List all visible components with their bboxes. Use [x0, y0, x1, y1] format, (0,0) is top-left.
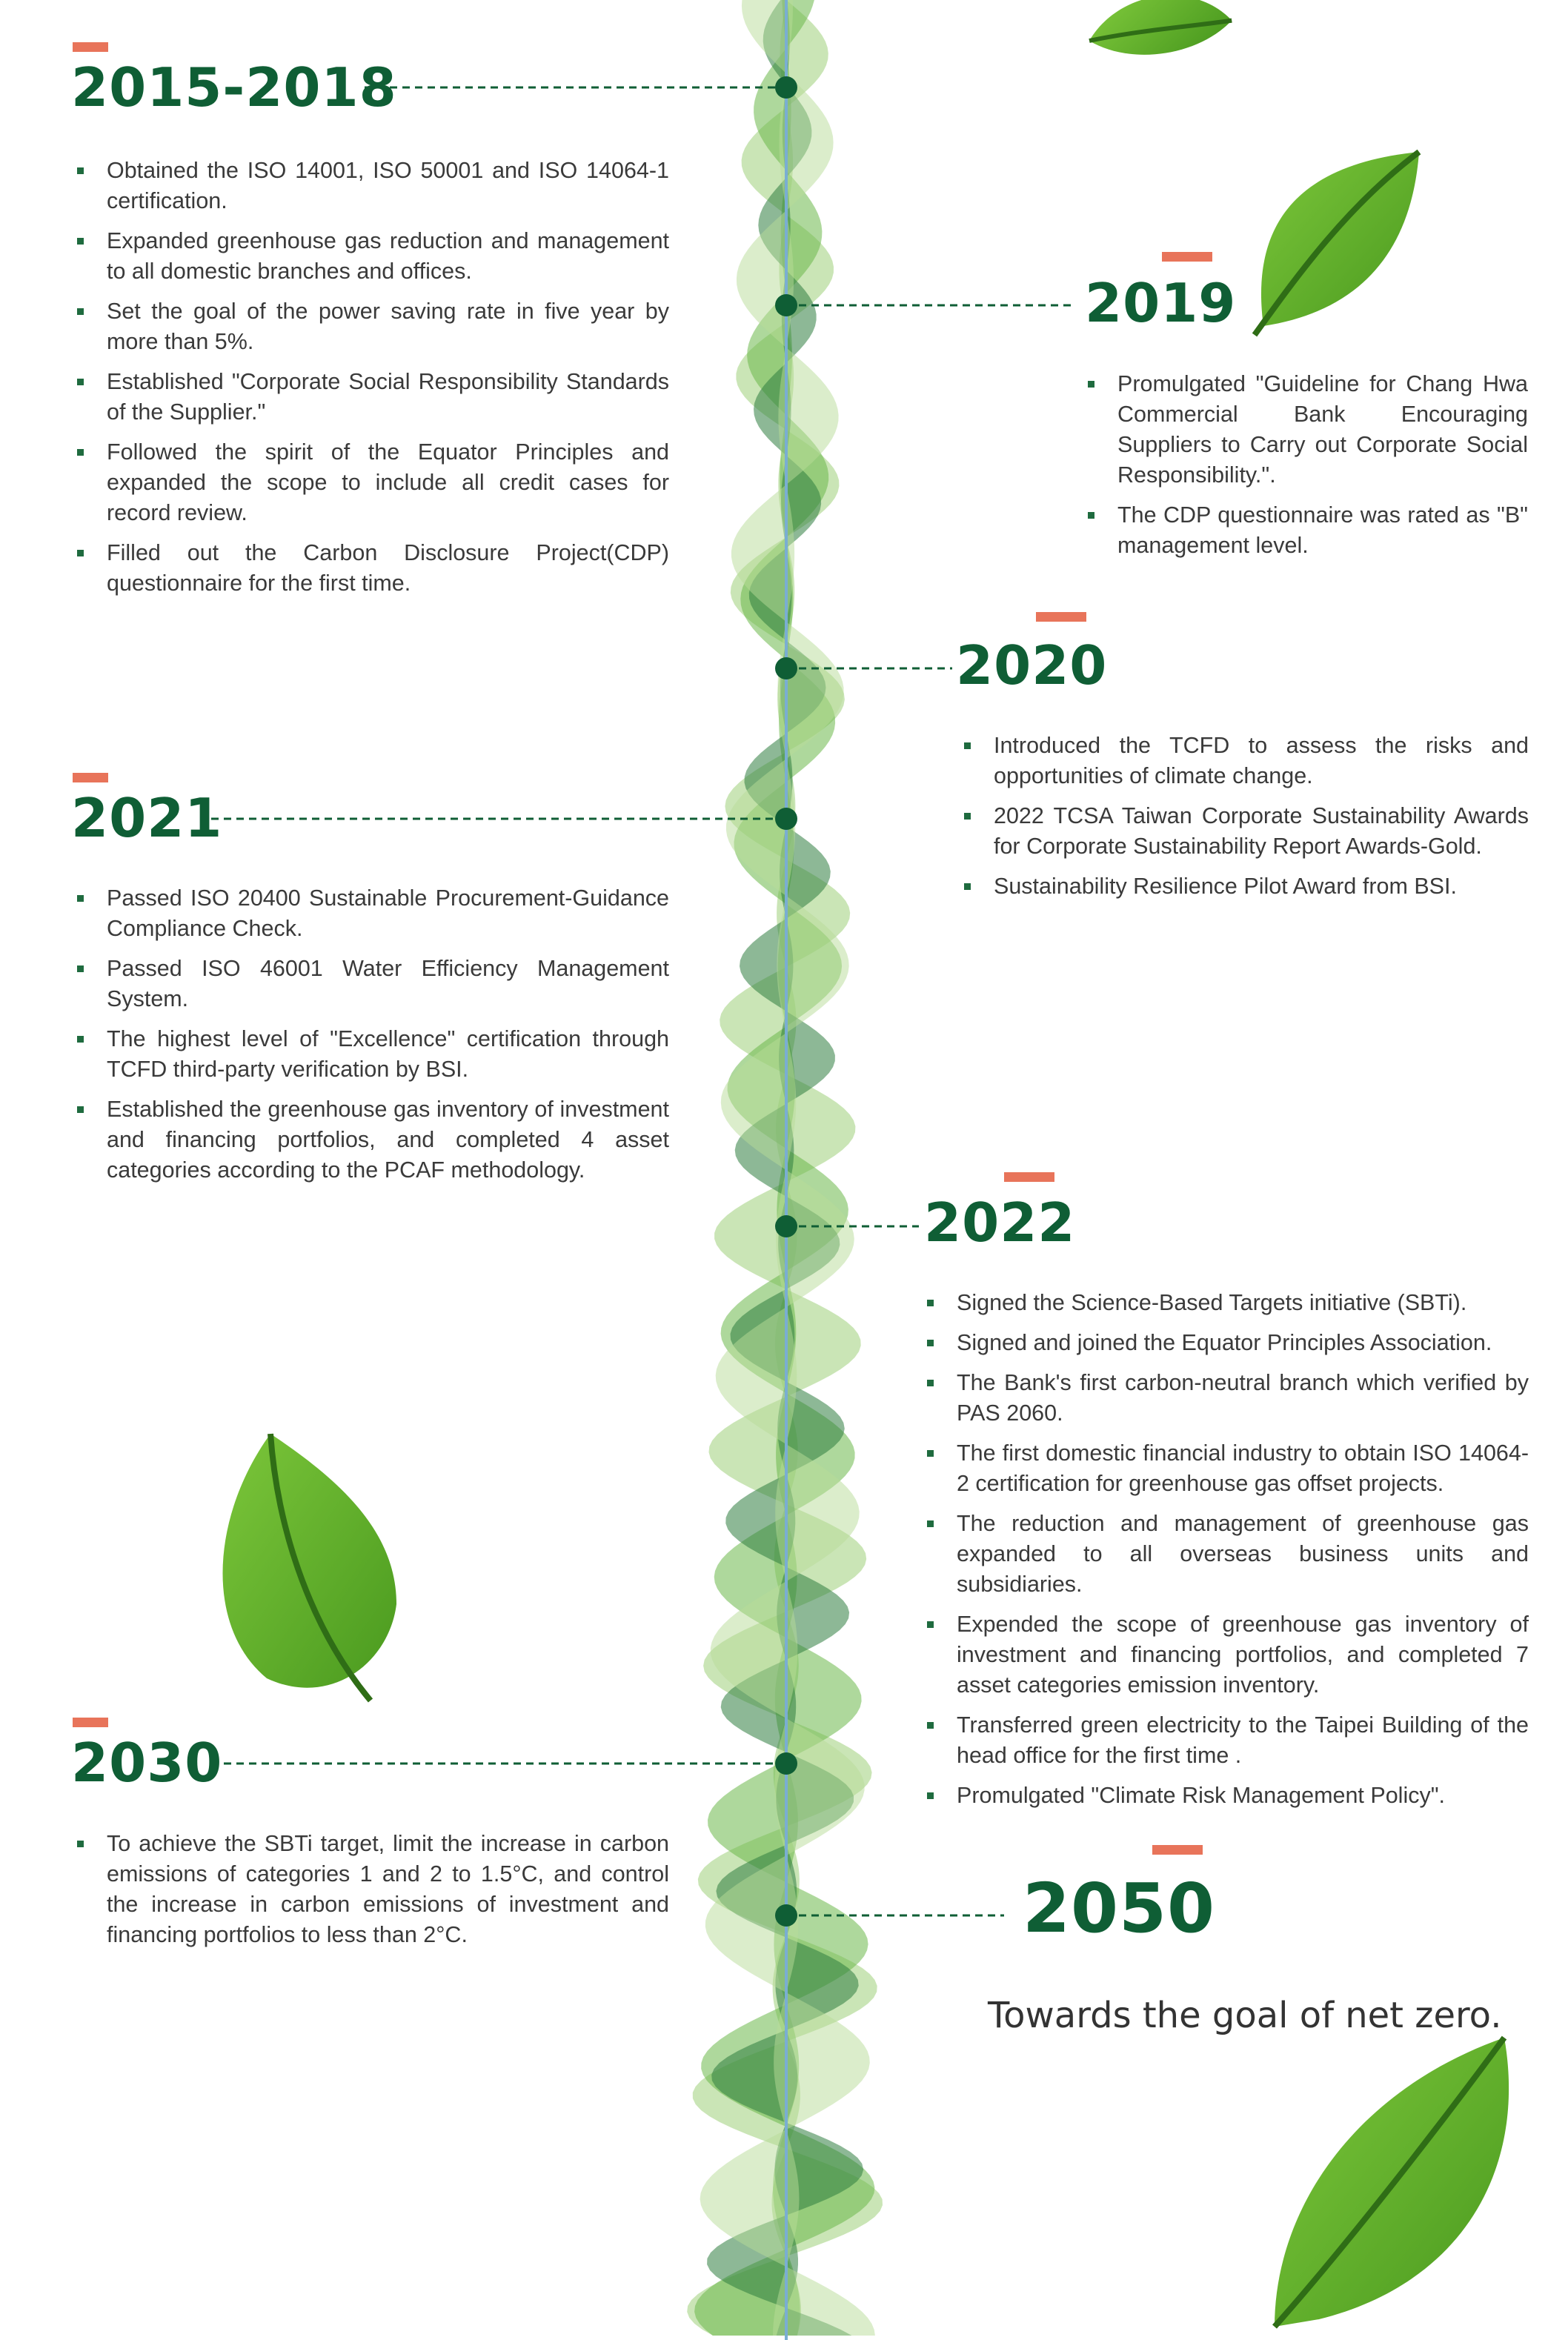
- list-item: Established "Corporate Social Responsibility Standards of the Supplier.": [73, 367, 669, 428]
- list-item: Promulgated "Climate Risk Management Policy".: [923, 1781, 1529, 1811]
- timeline-node: [775, 1752, 797, 1775]
- year-label-2021: 2021: [71, 787, 223, 849]
- list-item: Followed the spirit of the Equator Principles and expanded the scope to include all credit cases for record review.: [73, 437, 669, 528]
- timeline-node: [775, 657, 797, 679]
- list-item: The CDP questionnaire was rated as "B" management level.: [1083, 500, 1528, 561]
- leaf-icon: [1275, 2038, 1509, 2327]
- accent-dash: [73, 1718, 108, 1727]
- list-item: Signed the Science-Based Targets initiative (SBTi).: [923, 1288, 1529, 1318]
- year-label-2019: 2019: [1085, 272, 1237, 334]
- accent-dash: [1004, 1172, 1054, 1182]
- list-item: Set the goal of the power saving rate in five year by more than 5%.: [73, 296, 669, 357]
- list-item: Obtained the ISO 14001, ISO 50001 and ISO 14064-1 certification.: [73, 156, 669, 216]
- list-item: To achieve the SBTi target, limit the increase in carbon emissions of categories 1 and 2 to 1.5°C, and control the increase in carbon emissions of investment and financing portfolios to less than 2°C.: [73, 1829, 669, 1950]
- milestone-list-2022: [923, 1288, 1529, 1821]
- timeline-node: [775, 76, 797, 99]
- list-item: Passed ISO 46001 Water Efficiency Management System.: [73, 954, 669, 1014]
- list-item: Established the greenhouse gas inventory of investment and financing portfolios, and completed 4 asset categories according to the PCAF methodology.: [73, 1094, 669, 1186]
- accent-dash: [73, 773, 108, 782]
- list-item: Transferred green electricity to the Taipei Building of the head office for the first time .: [923, 1710, 1529, 1771]
- list-item: Signed and joined the Equator Principles Association.: [923, 1328, 1529, 1358]
- list-item: Filled out the Carbon Disclosure Project(CDP) questionnaire for the first time.: [73, 538, 669, 599]
- list-item: Passed ISO 20400 Sustainable Procurement-Guidance Compliance Check.: [73, 883, 669, 944]
- list-item: Sustainability Resilience Pilot Award from BSI.: [960, 871, 1529, 902]
- list-item: Expended the scope of greenhouse gas inventory of investment and financing portfolios, and completed 7 asset categories emission inventory.: [923, 1609, 1529, 1701]
- year-label-2022: 2022: [924, 1191, 1076, 1254]
- leaf-icon: [1255, 152, 1419, 335]
- milestone-list-2015-2018: [73, 156, 669, 608]
- leaf-icon: [1083, 0, 1236, 79]
- list-item: The reduction and management of greenhouse gas expanded to all overseas business units and subsidiaries.: [923, 1509, 1529, 1600]
- year-label-2020: 2020: [956, 634, 1108, 697]
- list-item: Promulgated "Guideline for Chang Hwa Commercial Bank Encouraging Suppliers to Carry out Corporate Social Responsibility.".: [1083, 369, 1528, 491]
- list-item: The first domestic financial industry to obtain ISO 14064-2 certification for greenhouse gas offset projects.: [923, 1438, 1529, 1499]
- timeline-node: [775, 1904, 797, 1927]
- milestone-list-2020: [960, 731, 1529, 911]
- list-item: Expanded greenhouse gas reduction and management to all domestic branches and offices.: [73, 226, 669, 287]
- list-item: The highest level of "Excellence" certification through TCFD third-party verification by BSI.: [73, 1024, 669, 1085]
- tagline-2050: Towards the goal of net zero.: [988, 1995, 1502, 2036]
- list-item: Introduced the TCFD to assess the risks and opportunities of climate change.: [960, 731, 1529, 791]
- year-label-2030: 2030: [71, 1732, 223, 1794]
- milestone-list-2019: [1083, 369, 1528, 571]
- leaf-icon: [222, 1434, 396, 1701]
- list-item: The Bank's first carbon-neutral branch which verified by PAS 2060.: [923, 1368, 1529, 1429]
- accent-dash: [1152, 1845, 1203, 1855]
- timeline-node: [775, 808, 797, 830]
- milestone-list-2030: [73, 1829, 669, 1960]
- timeline-node: [775, 294, 797, 316]
- accent-dash: [1162, 252, 1212, 262]
- timeline-node: [775, 1215, 797, 1237]
- year-label-2050: 2050: [1023, 1869, 1216, 1948]
- accent-dash: [1036, 612, 1086, 622]
- milestone-list-2021: [73, 883, 669, 1195]
- list-item: 2022 TCSA Taiwan Corporate Sustainability Awards for Corporate Sustainability Report Awards-Gold.: [960, 801, 1529, 862]
- year-label-2015-2018: 2015-2018: [71, 56, 397, 119]
- accent-dash: [73, 42, 108, 52]
